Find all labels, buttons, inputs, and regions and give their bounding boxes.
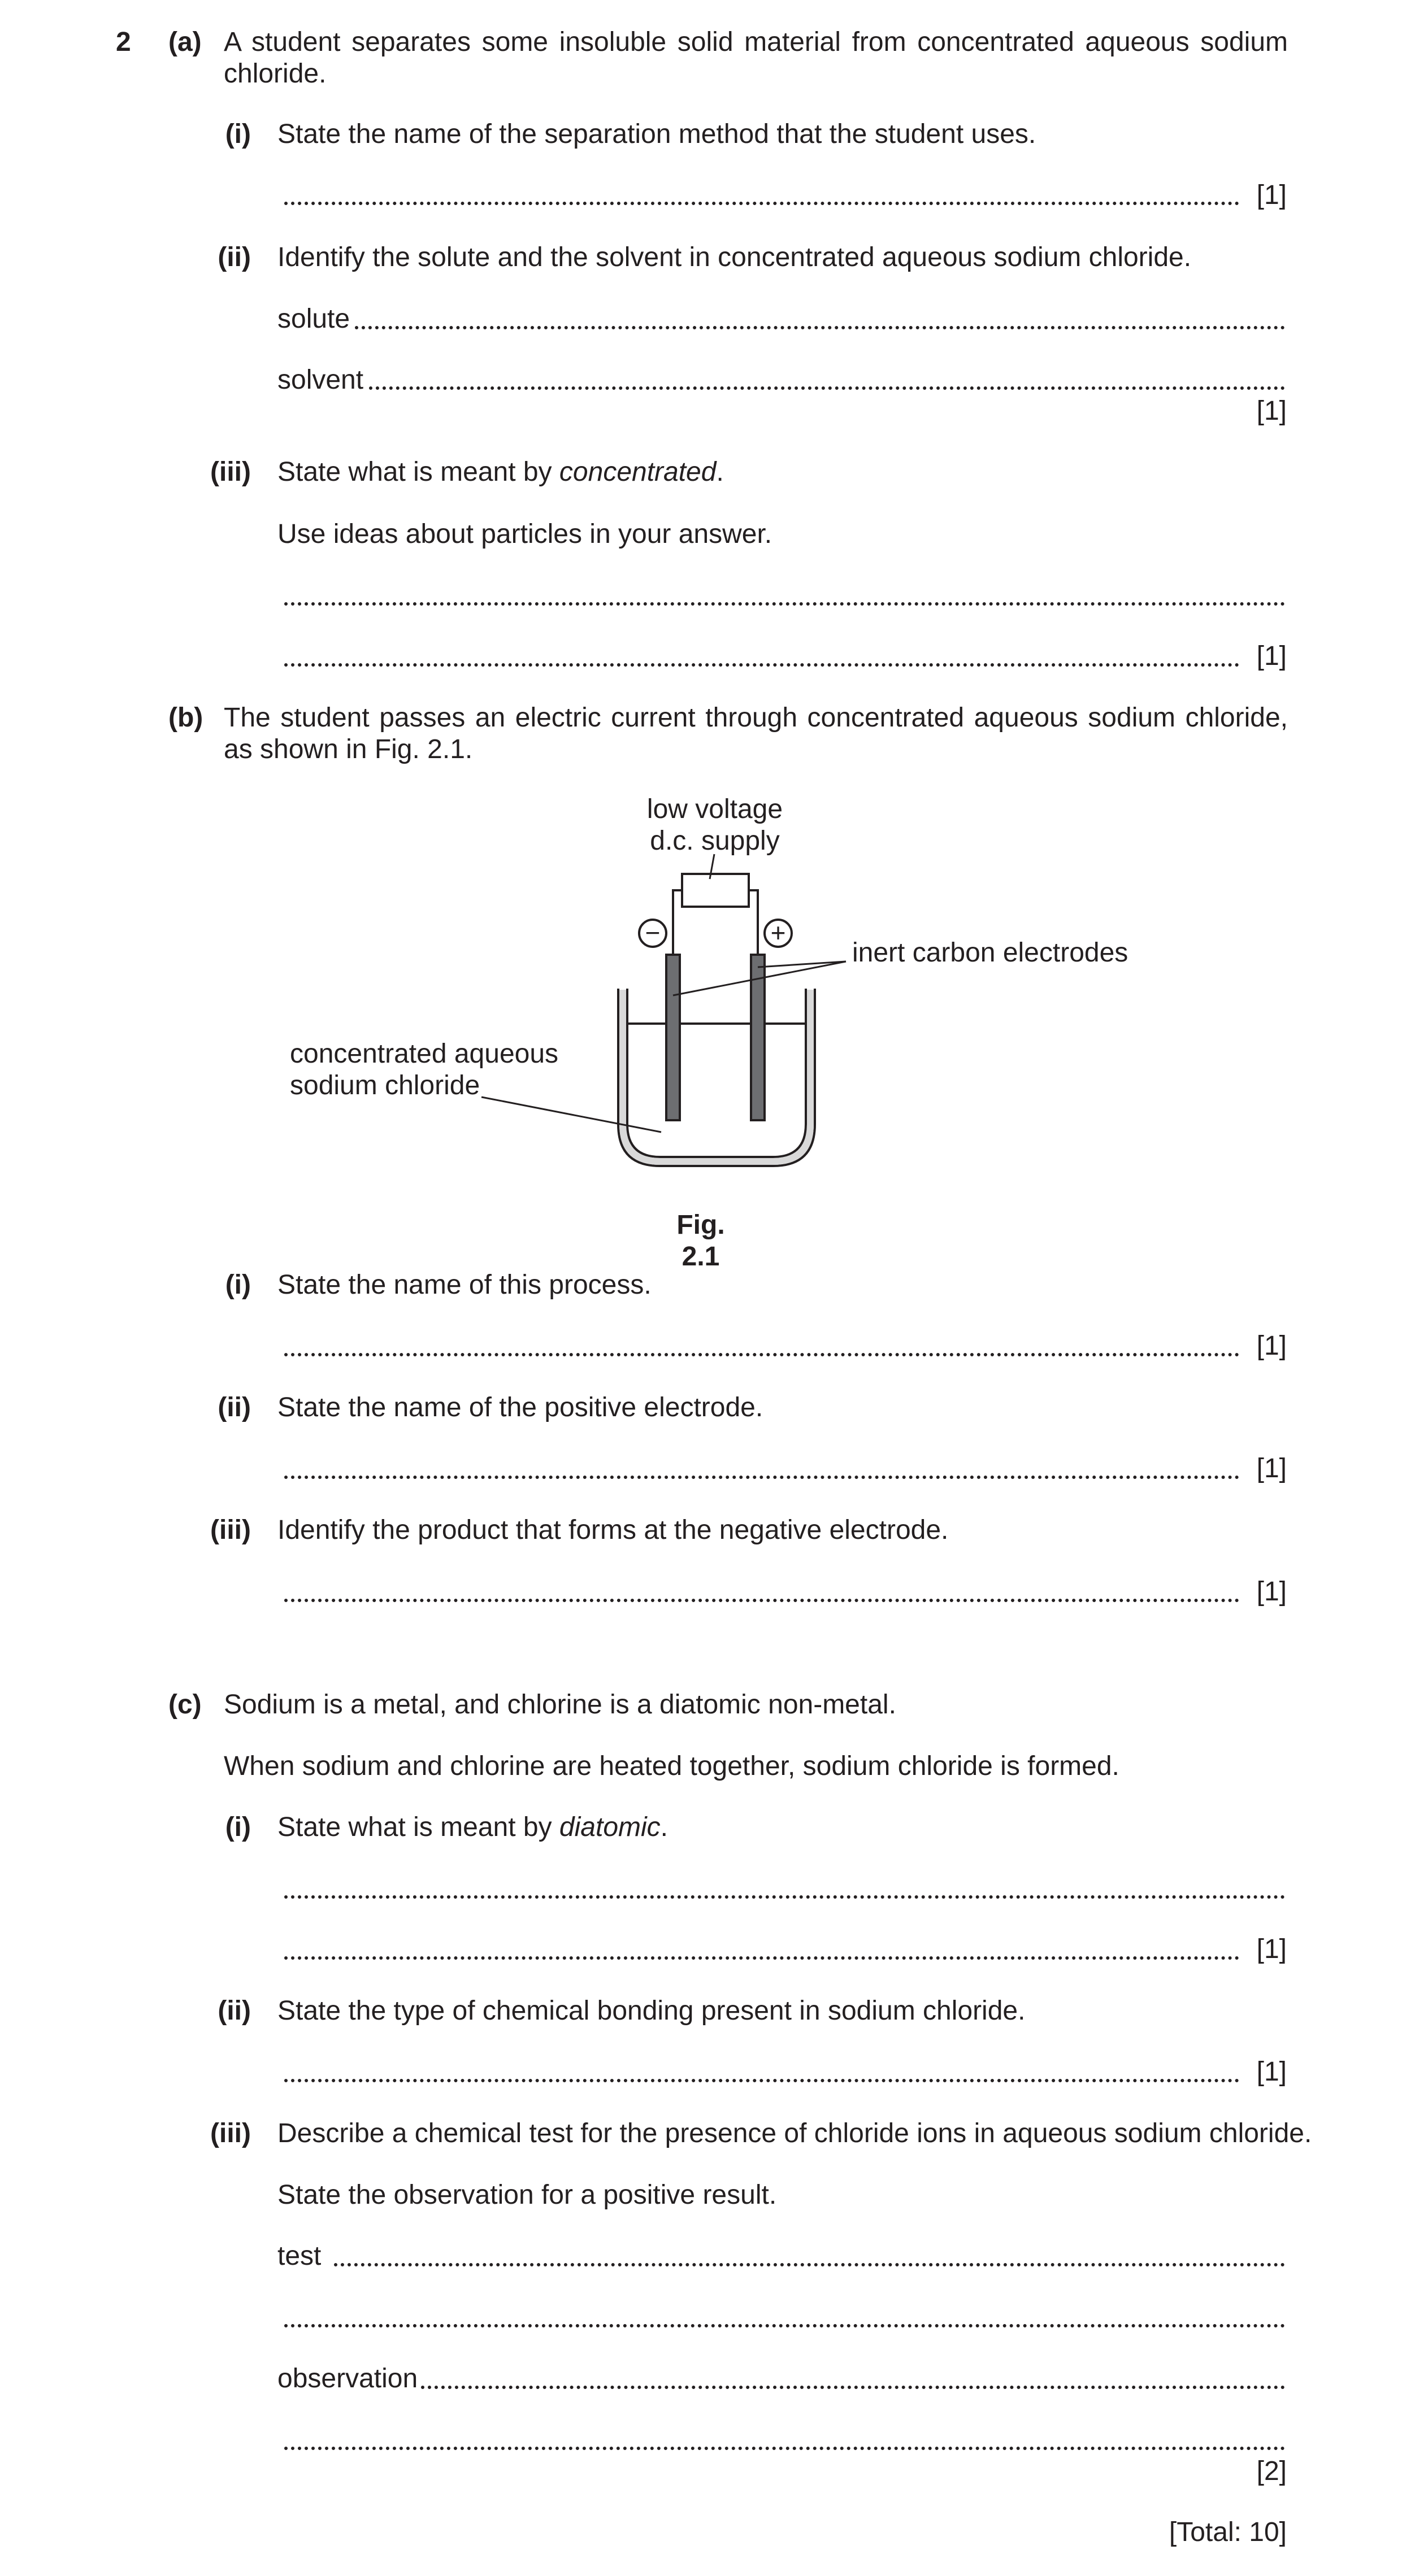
part-b-label: (b): [168, 703, 203, 733]
electrolysis-diagram: [0, 0, 1402, 1243]
part-c-i-text-before: State what is meant by: [277, 1812, 559, 1842]
answer-line-c-i-1[interactable]: [284, 1895, 1285, 1899]
answer-line-test-2[interactable]: [284, 2324, 1285, 2327]
observation-label: observation: [277, 2364, 418, 2394]
answer-line-c-i-2[interactable]: [284, 1956, 1239, 1960]
supply-label: [622, 794, 808, 857]
answer-line-observation-1[interactable]: [421, 2386, 1285, 2389]
answer-line-b-i[interactable]: [284, 1353, 1239, 1356]
part-a-label: (a): [168, 27, 202, 57]
question-number: 2: [116, 27, 131, 57]
beaker-outer-wall: [618, 989, 815, 1166]
part-b-iii-label: (iii): [210, 1515, 251, 1545]
answer-line-b-ii[interactable]: [284, 1476, 1239, 1479]
part-c-ii-label: (ii): [218, 1996, 251, 2026]
answer-line-b-iii[interactable]: [284, 1599, 1239, 1602]
answer-line-c-ii[interactable]: [284, 2079, 1239, 2082]
total-marks: [Total: 10]: [1169, 2517, 1287, 2547]
mark-a-iii: [1]: [1256, 641, 1287, 671]
mark-b-iii: [1]: [1256, 1577, 1287, 1607]
figure-caption: Fig. 2.1: [676, 1210, 725, 1272]
part-c-i-question: [277, 1812, 668, 1843]
solution-pointer: [481, 1097, 661, 1132]
part-a-iii-text-before: State what is meant by: [277, 457, 559, 487]
part-a-i-label: (i): [225, 119, 251, 149]
part-a-iii-hint: Use ideas about particles in your answer.: [277, 519, 772, 549]
answer-line-observation-2[interactable]: [284, 2447, 1285, 2450]
part-b-i-label: (i): [225, 1270, 251, 1300]
part-a-ii-label: (ii): [218, 242, 251, 272]
negative-electrode: [666, 955, 680, 1120]
part-c-iii-question: Describe a chemical test for the presence of chloride ions in aqueous sodium chloride.: [277, 2118, 1312, 2148]
part-a-iii-label: (iii): [210, 457, 251, 487]
part-a-i-question: State the name of the separation method that the student uses.: [277, 119, 1036, 149]
supply-label-line1: low voltage: [646, 794, 783, 824]
part-a-intro: A student separates some insoluble solid material from concentrated aqueous sodium chloride.: [224, 27, 1288, 89]
part-a-iii-text-after: .: [716, 457, 724, 487]
dc-supply-box: [682, 874, 749, 907]
part-c-ii-question: State the type of chemical bonding present in sodium chloride.: [277, 1996, 1026, 2026]
part-b-i-question: State the name of this process.: [277, 1270, 652, 1300]
part-b-ii-label: (ii): [218, 1393, 251, 1422]
part-c-i-text-italic: diatomic: [559, 1812, 661, 1842]
negative-wire: [673, 890, 682, 955]
part-b-iii-question: Identify the product that forms at the negative electrode.: [277, 1515, 949, 1545]
supply-pointer-line: [710, 854, 714, 879]
negative-sign: −: [645, 918, 661, 947]
answer-line-test-1[interactable]: [334, 2263, 1285, 2266]
positive-sign: +: [770, 918, 786, 947]
solution-label-line2: sodium chloride: [290, 1071, 480, 1100]
beaker-glass: [619, 990, 814, 1165]
solution-label: [290, 1038, 558, 1102]
part-c-label: (c): [168, 1690, 202, 1720]
part-c-iii-hint: State the observation for a positive result.: [277, 2180, 777, 2210]
part-c-i-label: (i): [225, 1812, 251, 1842]
part-b-ii-question: State the name of the positive electrode.: [277, 1393, 763, 1422]
part-c-iii-label: (iii): [210, 2118, 251, 2148]
part-a-ii-question: Identify the solute and the solvent in concentrated aqueous sodium chloride.: [277, 242, 1192, 272]
mark-c-i: [1]: [1256, 1934, 1287, 1964]
mark-b-i: [1]: [1256, 1331, 1287, 1361]
solute-label: solute: [277, 304, 350, 334]
electrode-label: inert carbon electrodes: [852, 938, 1128, 968]
part-a-iii-text-italic: concentrated: [559, 457, 717, 487]
supply-label-line2: d.c. supply: [650, 826, 780, 856]
solvent-label: solvent: [277, 365, 364, 395]
beaker-inner-wall: [627, 989, 806, 1157]
part-c-intro-2: When sodium and chlorine are heated together, sodium chloride is formed.: [224, 1751, 1119, 1781]
mark-a-ii: [1]: [1256, 396, 1287, 426]
positive-wire: [749, 890, 758, 955]
solution-label-line1: concentrated aqueous: [290, 1039, 559, 1069]
part-c-intro-1: Sodium is a metal, and chlorine is a diatomic non-metal.: [224, 1690, 896, 1720]
mark-c-ii: [1]: [1256, 2057, 1287, 2087]
part-c-i-text-after: .: [660, 1812, 668, 1842]
mark-c-iii: [2]: [1256, 2456, 1287, 2486]
part-b-intro: The student passes an electric current through concentrated aqueous sodium chloride, as shown in Fig. 2.1.: [224, 703, 1288, 764]
mark-a-i: [1]: [1256, 180, 1287, 210]
mark-b-ii: [1]: [1256, 1454, 1287, 1483]
test-label: test: [277, 2241, 322, 2271]
